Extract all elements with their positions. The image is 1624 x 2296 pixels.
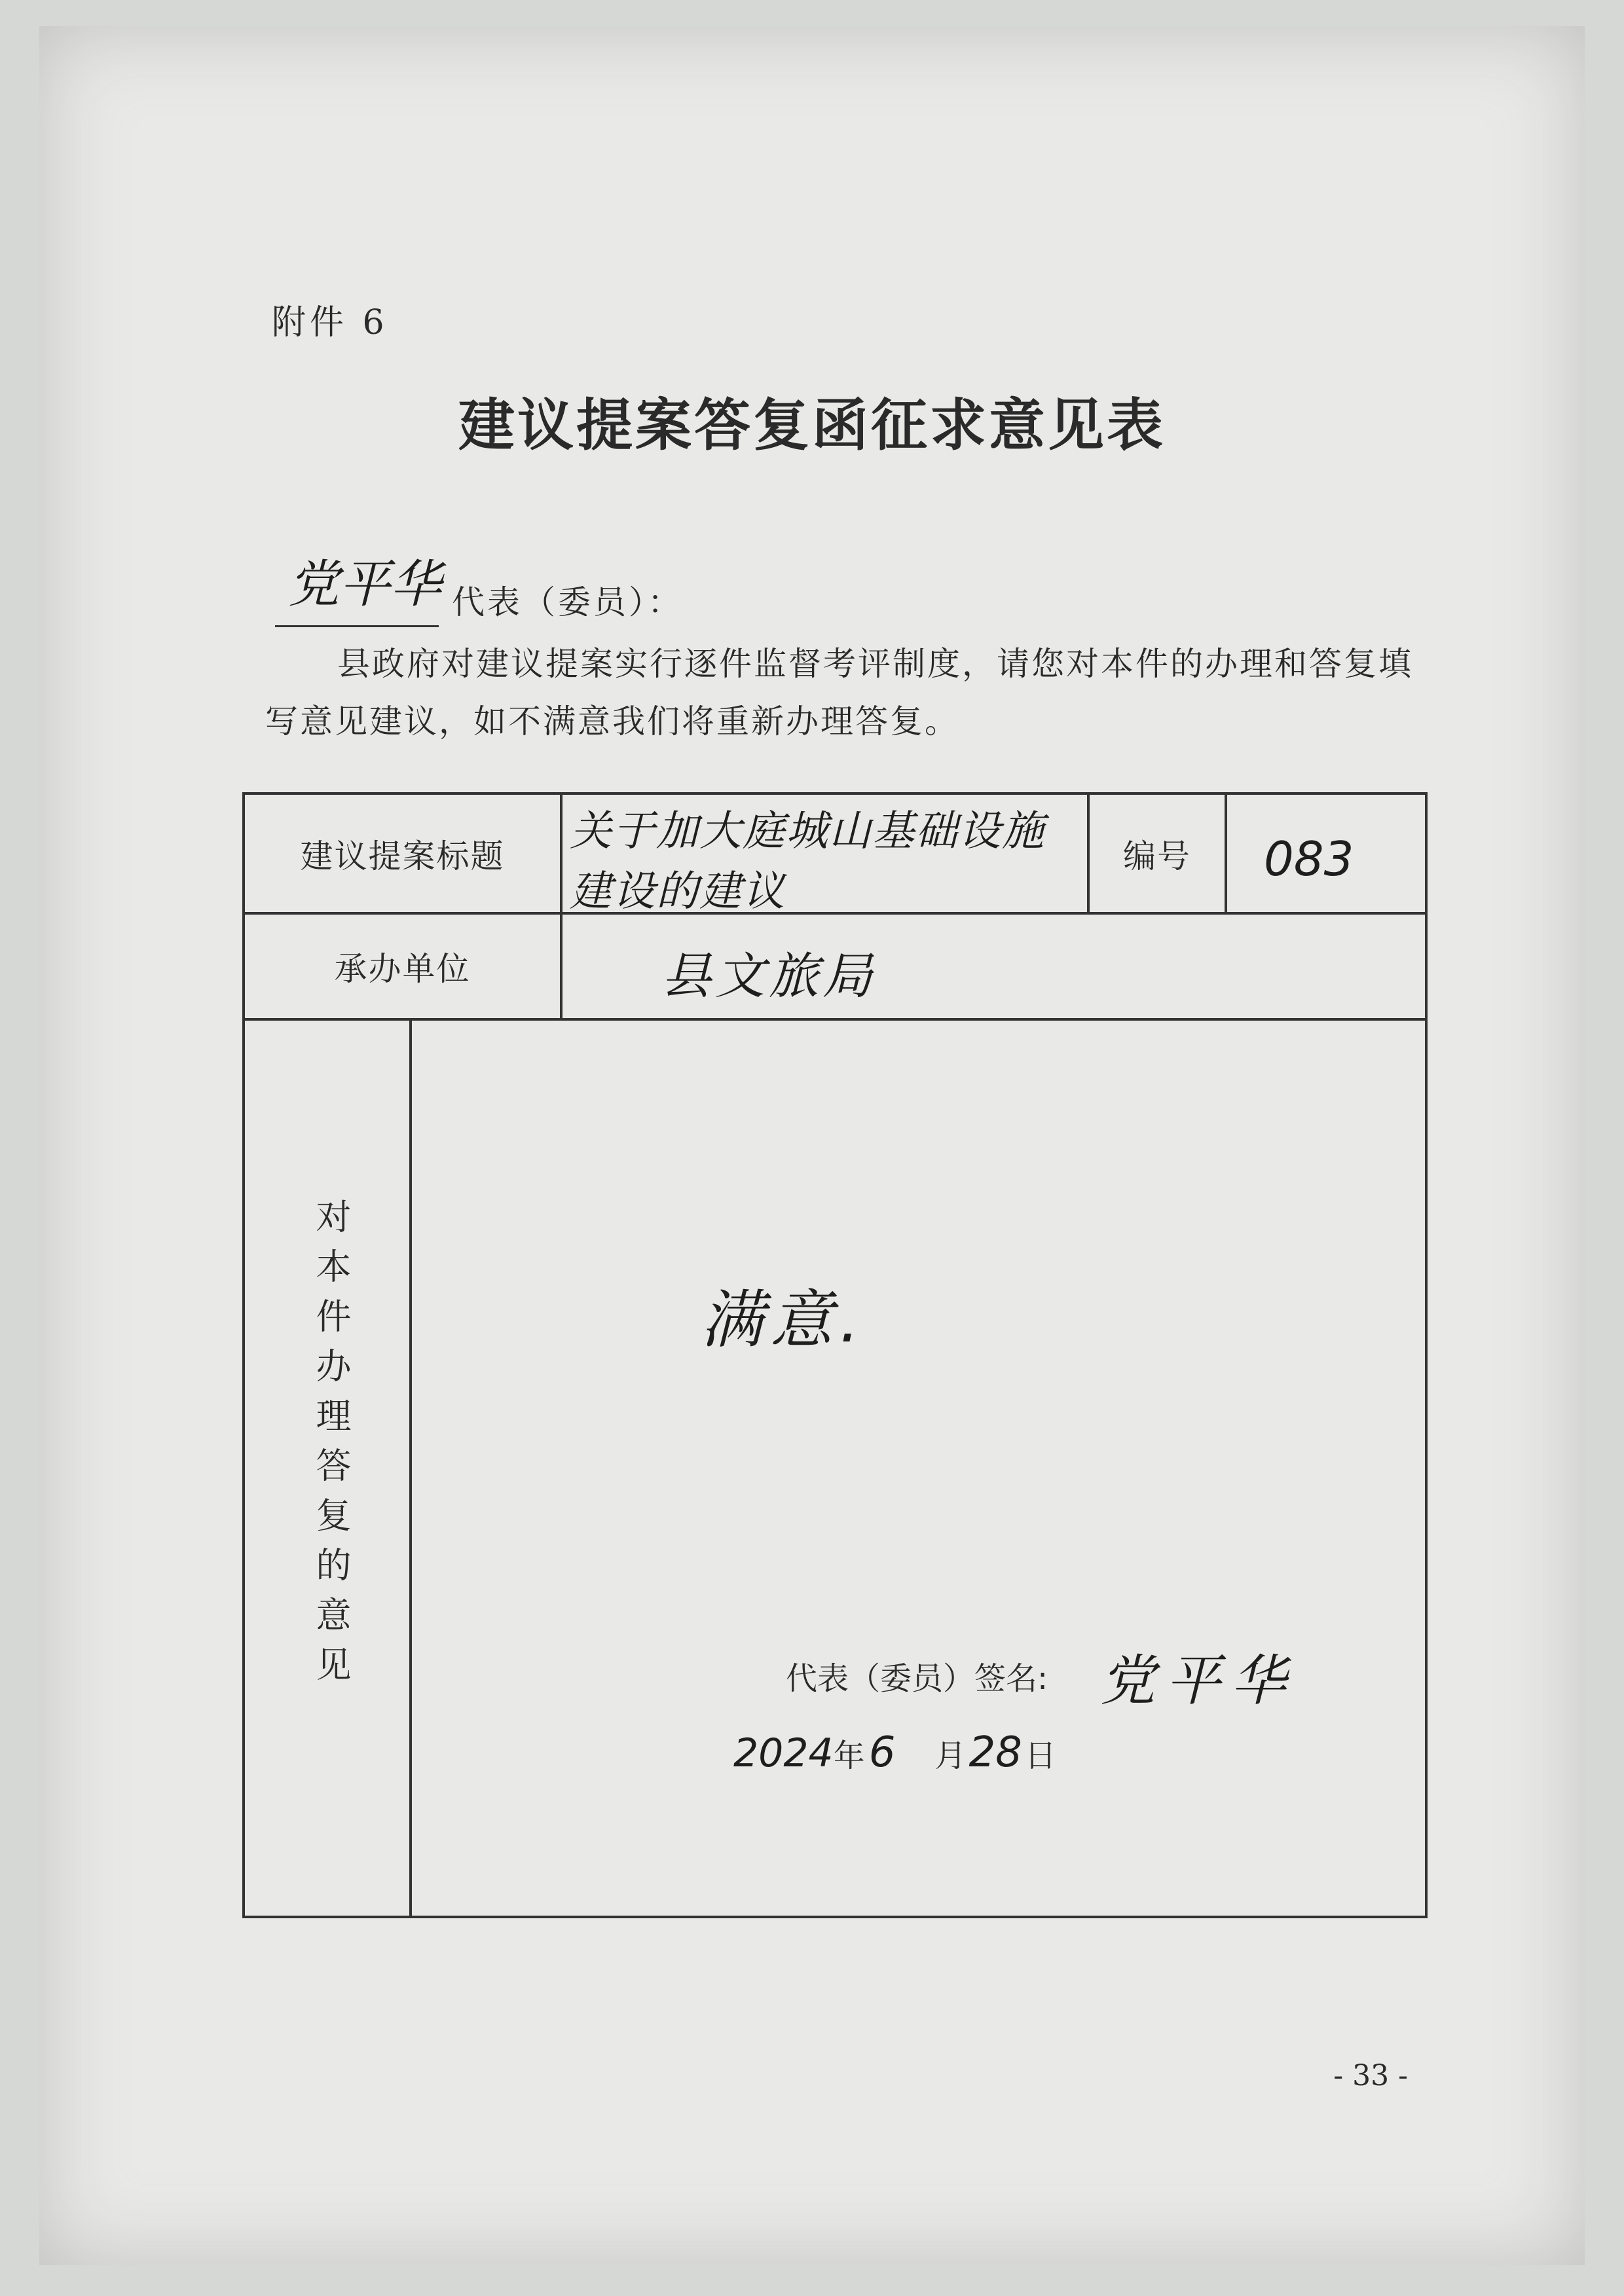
date-year: 2024: [733, 1730, 834, 1776]
signature-value: 党平华: [1100, 1649, 1297, 1713]
addressee-underline: [275, 625, 439, 627]
date-line: [733, 1728, 1056, 1777]
date-month-char: 月: [934, 1738, 967, 1774]
signature-label: 代表（委员）签名:: [786, 1660, 1048, 1697]
table-col-divider: [1225, 792, 1227, 913]
attachment-label: 附件 6: [272, 303, 388, 342]
opinion-label-vertical: [249, 1198, 413, 1696]
date-year-char: 年: [833, 1738, 865, 1774]
date-month: 6: [868, 1728, 896, 1777]
addressee-name-handwritten: 党平华: [288, 555, 442, 614]
opinion-value: 满意.: [701, 1283, 866, 1357]
table-row-divider: [242, 1018, 1428, 1021]
opinion-label: 对本件办理答复的意见: [310, 1198, 352, 1696]
title-label: 建议提案标题: [300, 837, 505, 875]
unit-value: 县文旅局: [661, 947, 876, 1005]
table-col-divider: [560, 792, 563, 1019]
addressee-suffix: 代表（委员）：: [452, 583, 683, 621]
page-number: - 33 -: [1333, 2059, 1408, 2092]
form-title: 建议提案答复函征求意见表: [458, 392, 1166, 458]
title-value-line1: 关于加大庭城山基础设施: [570, 807, 1045, 856]
date-day-char: 日: [1024, 1738, 1056, 1774]
number-label: 编号: [1123, 837, 1191, 875]
date-day: 28: [969, 1728, 1022, 1777]
unit-label: 承办单位: [334, 950, 471, 988]
instruction-paragraph: 县政府对建议提案实行逐件监督考评制度，请您对本件的办理和答复填写意见建议，如不满意我们将重新办理答复。: [265, 645, 1413, 740]
title-value-line2: 建设的建议: [570, 867, 786, 916]
number-value: 083: [1264, 831, 1354, 886]
